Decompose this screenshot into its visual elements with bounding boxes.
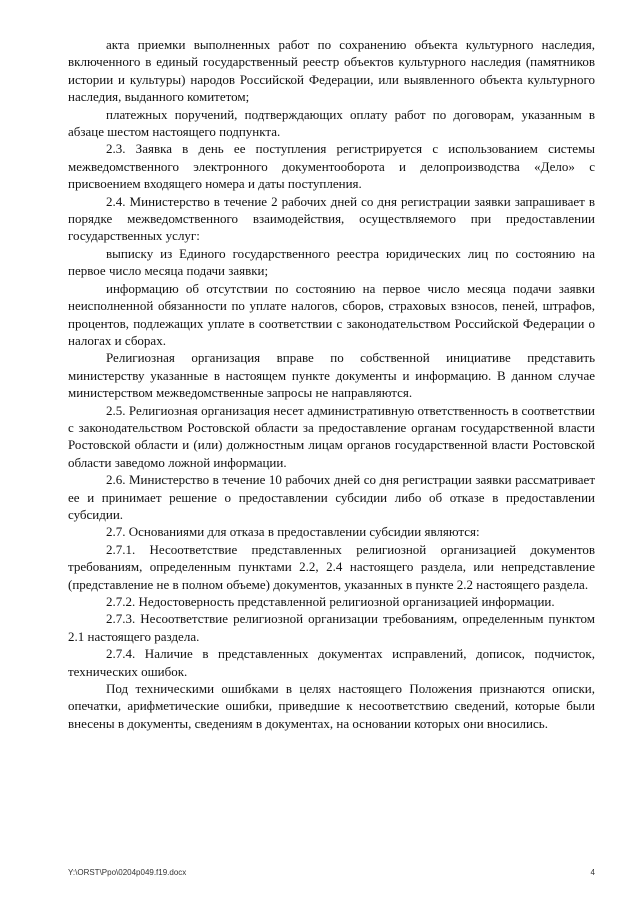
paragraph: 2.3. Заявка в день ее поступления регистрируется с использованием системы межведомственного электронного документооборота и делопроизводства «Дело» с присвоением входящего номера и даты поступления. [68,141,595,192]
page-footer [0,868,640,882]
paragraph: Под техническими ошибками в целях настоящего Положения признаются описки, опечатки, арифметические ошибки, приведшие к несоответствию сведений, которые были внесены в документы, сведениям в документах, на основании которых они вносились. [68,681,595,731]
document-body [68,36,595,732]
paragraph: акта приемки выполненных работ по сохранению объекта культурного наследия, включенного в единый государственный реестр объектов культурного наследия (памятников истории и культуры) народов Российской Федерации, или выявленного объекта культурного наследия, выданного комитетом; [68,37,595,105]
paragraph: платежных поручений, подтверждающих оплату работ по договорам, указанным в абзаце шестом настоящего подпункта. [68,106,595,140]
page-number: 4 [590,868,595,877]
paragraph: 2.5. Религиозная организация несет административную ответственность в соответствии с законодательством Ростовской области за предоставление органам государственной власти Ростовской области и (или) должностным лицам органов государственной власти Ростовской области заведомо ложной информации. [68,402,595,470]
paragraph: 2.7.2. Недостоверность представленной религиозной организацией информации. [106,594,555,609]
paragraph: 2.4. Министерство в течение 2 рабочих дней со дня регистрации заявки запрашивает в порядке межведомственного взаимодействия, осуществляемого при предоставлении государственных услуг: [68,193,595,244]
paragraph: выписку из Единого государственного реестра юридических лиц по состоянию на первое число месяца подачи заявки; [68,245,595,279]
paragraph: 2.7. Основаниями для отказа в предоставлении субсидии являются: [106,524,480,540]
paragraph: 2.7.4. Наличие в представленных документах исправлений, дописок, подчисток, технических ошибок. [68,646,595,679]
paragraph: 2.7.3. Несоответствие религиозной организации требованиям, определенным пунктом 2.1 настоящего раздела. [68,611,595,644]
paragraph: информацию об отсутствии по состоянию на первое число месяца подачи заявки неисполненной обязанности по уплате налогов, сборов, страховых взносов, пеней, штрафов, процентов, подлежащих уплате в соответствии с законодательством Российской Федерации о налогах и сборах. [68,280,595,348]
paragraph: 2.7.1. Несоответствие представленных религиозной организацией документов требованиям, определенным пунктами 2.2, 2.4 настоящего раздела, или непредставление (представление не в полном объеме) документов, указанных в пункте 2.2 настоящего раздела. [68,541,595,592]
paragraph: 2.6. Министерство в течение 10 рабочих дней со дня регистрации заявки рассматривает ее и принимает решение о предоставлении субсидии либо об отказе в предоставлении субсидии. [68,472,595,522]
footer-file-path: Y:\ORST\Ppo\0204p049.f19.docx [68,868,187,877]
paragraph: Религиозная организация вправе по собственной инициативе представить министерству указанные в настоящем пункте документы и информацию. В данном случае министерством межведомственные запросы не направляются. [68,350,595,401]
